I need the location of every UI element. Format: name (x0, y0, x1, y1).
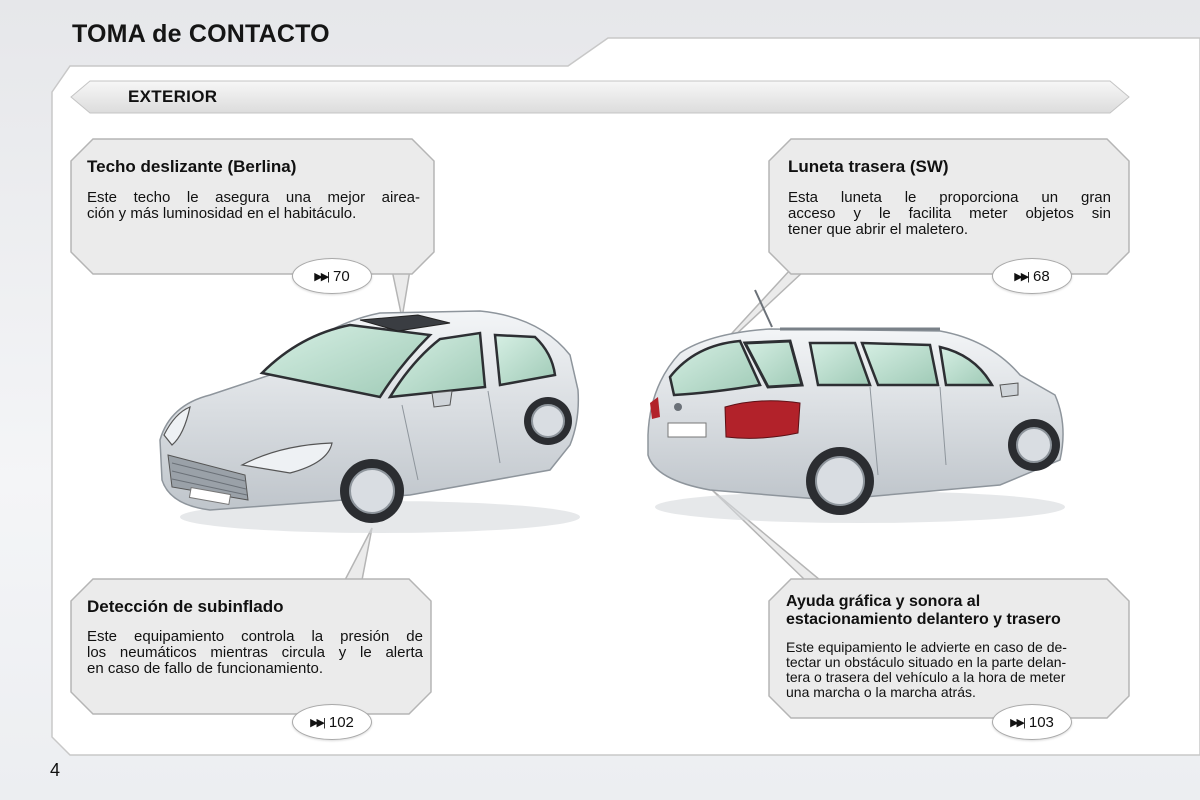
ref-page-sunroof: 70 (333, 267, 350, 285)
skip-forward-icon: ▶▶| (1010, 716, 1024, 729)
callout-underinflation-body-line: Este equipamiento controla la presión de (87, 628, 423, 645)
callout-parking-aid-body-line: una marcha o la marcha atrás. (786, 684, 976, 700)
callout-parking-aid-body-line: Este equipamiento le advierte en caso de de- (786, 639, 1067, 655)
callout-underinflation-title: Detección de subinflado (87, 597, 284, 616)
skip-forward-icon: ▶▶| (314, 270, 329, 283)
station-wagon-car-illustration (640, 285, 1080, 535)
skip-forward-icon: ▶▶| (310, 716, 324, 729)
callout-rear-window-body-line: acceso y le facilita meter objetos sin (788, 205, 1111, 222)
callout-parking-aid-title (786, 593, 1061, 629)
ref-badge-underinflation[interactable] (292, 704, 372, 740)
callout-parking-aid-title-line: Ayuda gráfica y sonora al (786, 593, 981, 610)
callout-parking-aid-body-line: tectar un obstáculo situado en la parte delan- (786, 654, 1067, 670)
ref-page-parking-aid: 103 (1028, 713, 1054, 731)
callout-sunroof-body (87, 190, 420, 222)
callout-sunroof-title: Techo deslizante (Berlina) (87, 157, 297, 176)
page-number: 4 (50, 760, 61, 780)
callout-underinflation-body (87, 629, 423, 677)
ref-page-underinflation: 102 (328, 713, 354, 731)
callout-rear-window-title: Luneta trasera (SW) (788, 157, 949, 176)
callout-parking-aid-title-line: estacionamiento delantero y trasero (786, 611, 1061, 628)
callout-underinflation-body-line: los neumáticos mientras circula y le alerta (87, 644, 423, 661)
callout-parking-aid-body (786, 640, 1122, 700)
ref-page-rear-window: 68 (1033, 267, 1050, 285)
callout-sunroof-body-line: Este techo le asegura una mejor airea- (87, 189, 420, 206)
ref-badge-sunroof[interactable] (292, 258, 372, 294)
callout-rear-window-body (788, 190, 1111, 238)
callout-rear-window-body-line: tener que abrir el maletero. (788, 221, 969, 238)
section-label: EXTERIOR (128, 87, 218, 106)
page-title: TOMA de CONTACTO (72, 20, 330, 48)
skip-forward-icon: ▶▶| (1014, 270, 1029, 283)
sedan-car-illustration (150, 295, 590, 540)
callout-underinflation-body-line: en caso de fallo de funcionamiento. (87, 660, 323, 677)
callout-rear-window-body-line: Esta luneta le proporciona un gran (788, 189, 1111, 206)
ref-badge-parking-aid[interactable] (992, 704, 1072, 740)
callout-parking-aid-body-line: tera o trasera del vehículo a la hora de meter (786, 669, 1066, 685)
callout-sunroof-body-line: ción y más luminosidad en el habitáculo. (87, 205, 357, 222)
